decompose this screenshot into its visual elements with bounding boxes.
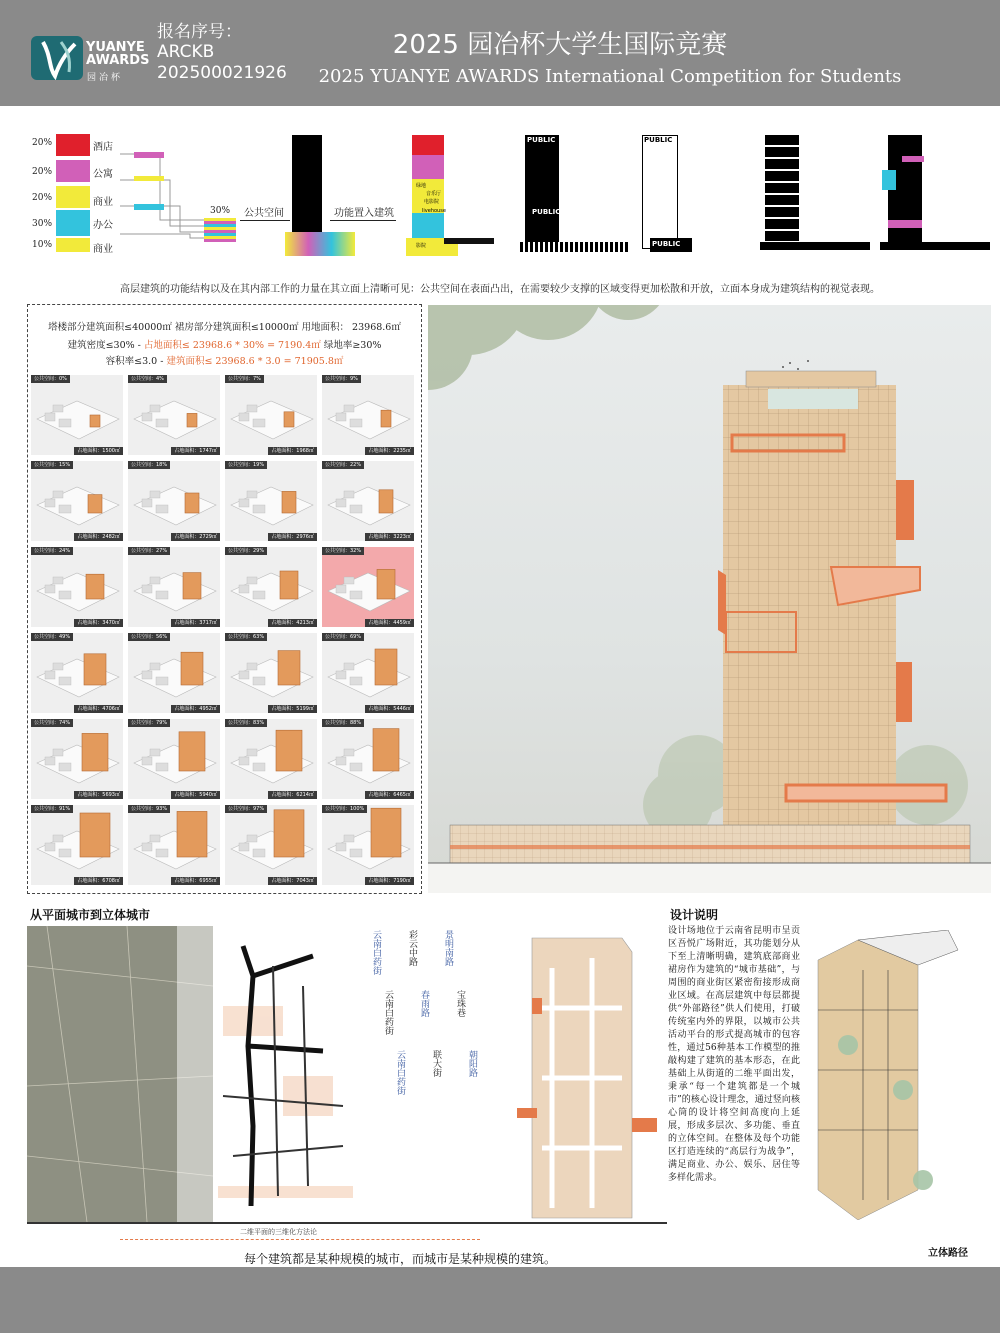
commercial-block <box>56 186 90 208</box>
massing-model <box>322 805 414 885</box>
public-text: PUBLIC <box>527 136 556 144</box>
timeline-dashed <box>120 1239 480 1240</box>
indicator-line-2 <box>28 337 421 351</box>
public-ratio-tag: 公共空间：74% <box>31 719 73 727</box>
footprint-tag: 占地面积：2729㎡ <box>171 533 220 541</box>
massing-model <box>225 461 317 541</box>
massing-study-cell <box>225 805 317 885</box>
axonometric-diagram <box>808 930 983 1220</box>
public-ratio-tag: 公共空间：69% <box>322 633 364 641</box>
design-description: 设计场地位于云南省昆明市呈贡区吾悦广场附近，其功能划分从下至上清晰明确，建筑底部商业裙房作为建筑的“城市基础”，与周围的商业街区紧密衔接形成商业区域。在高层建筑中每层都提供“外部路径”供人们使用，打破传统室内外的界限，以城市公共活动平台的形式提高城市的包容性，通过56种基本工作模型的推敲构建了建筑的基本形态，在此基础上从街道的二维平面出发，秉承“每一个建筑都是一个城市”的核心设计理念，通过竖向核心筒的设计将空间高度向上延展，形成多层次、多功能、垂直的立体空间。在整体及每个功能区打造连续的“高层行为战争”，满足商业、办公、娱乐、居住等多样化需求。 <box>668 926 800 1183</box>
footprint-tag: 占地面积：5199㎡ <box>268 705 317 713</box>
street-name: 联大街 <box>431 1050 441 1077</box>
massing-study-cell <box>322 375 414 455</box>
massing-model <box>225 719 317 799</box>
road-network-map <box>213 926 358 1222</box>
footprint-tag: 占地面积：3470㎡ <box>74 619 123 627</box>
massing-study-cell <box>225 547 317 627</box>
mixed-public-block <box>204 218 236 242</box>
apartment-block <box>56 160 90 182</box>
public-ratio-tag: 公共空间：49% <box>31 633 73 641</box>
final-accent <box>882 170 896 190</box>
function-diagram <box>30 130 990 275</box>
ground-line <box>760 242 870 250</box>
public-ratio-tag: 公共空间：19% <box>225 461 267 469</box>
footprint-tag: 占地面积：4706㎡ <box>74 705 123 713</box>
public-ratio-tag: 公共空间：4% <box>128 375 167 383</box>
massing-model <box>128 719 220 799</box>
street-name: 春雨路 <box>419 990 429 1017</box>
gfa-calc: 建筑面积≤ 23968.6 * 3.0 = 71905.8㎡ <box>166 356 344 367</box>
arrow-line <box>330 220 396 221</box>
public-ratio-tag: 公共空间：97% <box>225 805 267 813</box>
public-ratio-tag: 公共空间：93% <box>128 805 170 813</box>
footprint-tag: 占地面积：1500㎡ <box>74 447 123 455</box>
indicator-line-3 <box>28 353 421 367</box>
massing-study-cell <box>322 805 414 885</box>
massing-model <box>31 461 123 541</box>
ground-pattern <box>520 242 630 252</box>
street-name: 朝阳路 <box>467 1050 477 1077</box>
title-cn: 2025 园冶杯大学生国际竞赛 <box>392 30 728 60</box>
massing-study-cell <box>128 805 220 885</box>
footprint-tag: 占地面积：3717㎡ <box>171 619 220 627</box>
footprint-tag: 占地面积：6955㎡ <box>171 877 220 885</box>
street-name: 云南白药街 <box>395 1050 405 1095</box>
public-ratio-tag: 公共空间：32% <box>322 547 364 555</box>
massing-study-cell <box>31 719 123 799</box>
percent-label: 20% <box>32 167 53 177</box>
final-accent <box>902 156 924 162</box>
footprint-tag: 占地面积：2235㎡ <box>365 447 414 455</box>
massing-model <box>322 375 414 455</box>
title-en: 2025 YUANYE AWARDS International Competition for Students <box>318 66 902 87</box>
massing-study-cell <box>128 547 220 627</box>
massing-study-cell <box>322 461 414 541</box>
public-ratio-tag: 公共空间：0% <box>31 375 70 383</box>
tower-black <box>525 135 559 247</box>
massing-study-cell <box>128 461 220 541</box>
footprint-tag: 占地面积：6214㎡ <box>268 791 317 799</box>
public-ratio-tag: 公共空间：100% <box>322 805 367 813</box>
public-ratio-tag: 公共空间：7% <box>225 375 264 383</box>
reg-code: ARCKB <box>157 42 215 62</box>
ground-line <box>880 242 990 250</box>
timeline-label: 二维平面的三维化方法论 <box>240 1228 317 1236</box>
final-accent <box>888 220 922 228</box>
percent-label: 10% <box>32 240 53 250</box>
public-space-label: 公共空间 <box>244 208 284 219</box>
street-name-cloud <box>362 920 482 1220</box>
func-label: 商业 <box>93 197 113 208</box>
percent-label: 30% <box>32 219 53 229</box>
hotel-block <box>56 134 90 156</box>
massing-study-cell <box>31 375 123 455</box>
arrow-line <box>240 220 290 221</box>
footer-bar <box>0 1267 1000 1333</box>
massing-study-cell <box>225 375 317 455</box>
satellite-map <box>27 926 213 1222</box>
public-text: PUBLIC <box>652 240 681 248</box>
footprint-tag: 占地面积：3223㎡ <box>365 533 414 541</box>
office-block <box>56 210 90 236</box>
street-name: 景明南路 <box>443 930 453 966</box>
footprint-tag: 占地面积：1968㎡ <box>268 447 317 455</box>
massing-study-cell <box>128 375 220 455</box>
density-text: 建筑密度≤30% - <box>67 340 144 351</box>
footprint-tag: 占地面积：7043㎡ <box>268 877 317 885</box>
public-ratio-tag: 公共空间：88% <box>322 719 364 727</box>
ground-line <box>444 238 494 244</box>
func-label: 酒店 <box>93 142 113 153</box>
mid-percent: 30% <box>210 206 231 216</box>
yuanye-logo <box>31 36 83 80</box>
tower-tag: livehouse <box>422 208 446 214</box>
tower-apartment <box>412 155 444 179</box>
massing-model <box>31 633 123 713</box>
public-ratio-tag: 公共空间：15% <box>31 461 73 469</box>
massing-study-cell <box>225 633 317 713</box>
percent-label: 20% <box>32 193 53 203</box>
reg-number: 202500021926 <box>157 63 287 83</box>
massing-model <box>225 633 317 713</box>
quote-text: 每个建筑都是某种规模的城市，而城市是某种规模的建筑。 <box>244 1252 557 1266</box>
public-ratio-tag: 公共空间：29% <box>225 547 267 555</box>
massing-model <box>322 633 414 713</box>
public-text: PUBLIC <box>644 136 673 144</box>
massing-study-cell <box>31 461 123 541</box>
percent-label: 20% <box>32 138 53 148</box>
massing-model <box>128 805 220 885</box>
public-text: PUBLIC <box>532 208 561 216</box>
footprint-tag: 占地面积：4459㎡ <box>365 619 414 627</box>
footprint-tag: 占地面积：4213㎡ <box>268 619 317 627</box>
massing-study-cell <box>225 719 317 799</box>
massing-model <box>322 719 414 799</box>
tower-hotel <box>412 135 444 155</box>
street-name: 云南白药街 <box>371 930 381 975</box>
massing-model <box>128 547 220 627</box>
massing-study-cell <box>128 719 220 799</box>
desc-title: 设计说明 <box>670 908 719 922</box>
tower-office <box>412 213 444 239</box>
massing-model <box>128 461 220 541</box>
footprint-tag: 占地面积：5693㎡ <box>74 791 123 799</box>
far-text: 容积率≤3.0 - <box>105 356 167 367</box>
tower-tag: 音乐厅 <box>426 191 442 197</box>
massing-study-cell <box>322 633 414 713</box>
diagram-caption: 高层建筑的功能结构以及在其内部工作的力量在其立面上清晰可见：公共空间在表面凸出，在需要较少支撑的区域变得更加松散和开放，立面本身成为建筑结构的视觉表现。 <box>120 284 880 295</box>
footprint-tag: 占地面积：7190㎡ <box>365 877 414 885</box>
public-ratio-tag: 公共空间：91% <box>31 805 73 813</box>
massing-study-cell <box>128 633 220 713</box>
massing-model <box>31 805 123 885</box>
public-ratio-tag: 公共空间：9% <box>322 375 361 383</box>
public-ratio-tag: 公共空间：24% <box>31 547 73 555</box>
massing-model <box>31 719 123 799</box>
footprint-tag: 占地面积：6465㎡ <box>365 791 414 799</box>
footprint-tag: 占地面积：5940㎡ <box>171 791 220 799</box>
street-name: 彩云中路 <box>407 930 417 966</box>
tower-mass <box>292 135 322 235</box>
footprint-tag: 占地面积：4952㎡ <box>171 705 220 713</box>
street-name: 宝珠巷 <box>455 990 465 1017</box>
massing-study-cell <box>322 719 414 799</box>
footprint-tag: 占地面积：2976㎡ <box>268 533 317 541</box>
insert-label: 功能置入建筑 <box>334 208 394 219</box>
footprint-calc: 占地面积≤ 23968.6 * 30% = 7190.4㎡ <box>143 340 321 351</box>
public-ratio-tag: 公共空间：22% <box>322 461 364 469</box>
massing-model <box>225 375 317 455</box>
tower-plan-section <box>512 928 667 1220</box>
green-ratio: 绿地率≥30% <box>320 340 382 351</box>
massing-study-cell <box>31 633 123 713</box>
massing-model <box>322 547 414 627</box>
massing-study-cell <box>225 461 317 541</box>
massing-model <box>128 375 220 455</box>
footprint-tag: 占地面积：5446㎡ <box>365 705 414 713</box>
public-ratio-tag: 公共空间：27% <box>128 547 170 555</box>
logo-text-en: YUANYE AWARDS <box>86 40 150 68</box>
massing-model <box>128 633 220 713</box>
public-ratio-tag: 公共空间：83% <box>225 719 267 727</box>
massing-model <box>322 461 414 541</box>
reg-label: 报名序号： <box>157 22 242 42</box>
massing-model <box>31 547 123 627</box>
public-ratio-tag: 公共空间：56% <box>128 633 170 641</box>
tower-tag: 电影院 <box>424 199 440 205</box>
func-label: 办公 <box>93 220 113 231</box>
massing-model <box>225 805 317 885</box>
massing-study-cell <box>322 547 414 627</box>
public-ratio-tag: 公共空间：79% <box>128 719 170 727</box>
commercial-block <box>56 238 90 252</box>
left-section-title: 从平面城市到立体城市 <box>30 908 151 922</box>
massing-model <box>225 547 317 627</box>
tower-tag: 绿地 <box>416 183 427 189</box>
public-ratio-tag: 公共空间：63% <box>225 633 267 641</box>
footprint-tag: 占地面积：6708㎡ <box>74 877 123 885</box>
podium-mass <box>285 232 355 256</box>
public-ratio-tag: 公共空间：18% <box>128 461 170 469</box>
massing-study-cell <box>31 547 123 627</box>
tower-striped <box>765 135 799 247</box>
indicator-line-1: 塔楼部分建筑面积≤40000㎡ 裙房部分建筑面积≤10000㎡ 用地面积： 23968.6㎡ <box>48 322 401 333</box>
tower-tag: 影院 <box>416 243 427 249</box>
logo-text-cn: 园冶杯 <box>87 73 124 83</box>
right-caption: 立体路径 <box>928 1248 968 1259</box>
footprint-tag: 占地面积：2482㎡ <box>74 533 123 541</box>
footprint-tag: 占地面积：1747㎡ <box>171 447 220 455</box>
tower-final <box>888 135 922 247</box>
street-name: 云南白药街 <box>383 990 393 1035</box>
massing-study-cell <box>31 805 123 885</box>
func-label: 公寓 <box>93 169 113 180</box>
tower-outline <box>642 135 681 249</box>
timeline-bar <box>27 1222 667 1224</box>
func-label: 商业 <box>93 244 113 255</box>
massing-model <box>31 375 123 455</box>
tower-elevation-render <box>428 305 991 893</box>
